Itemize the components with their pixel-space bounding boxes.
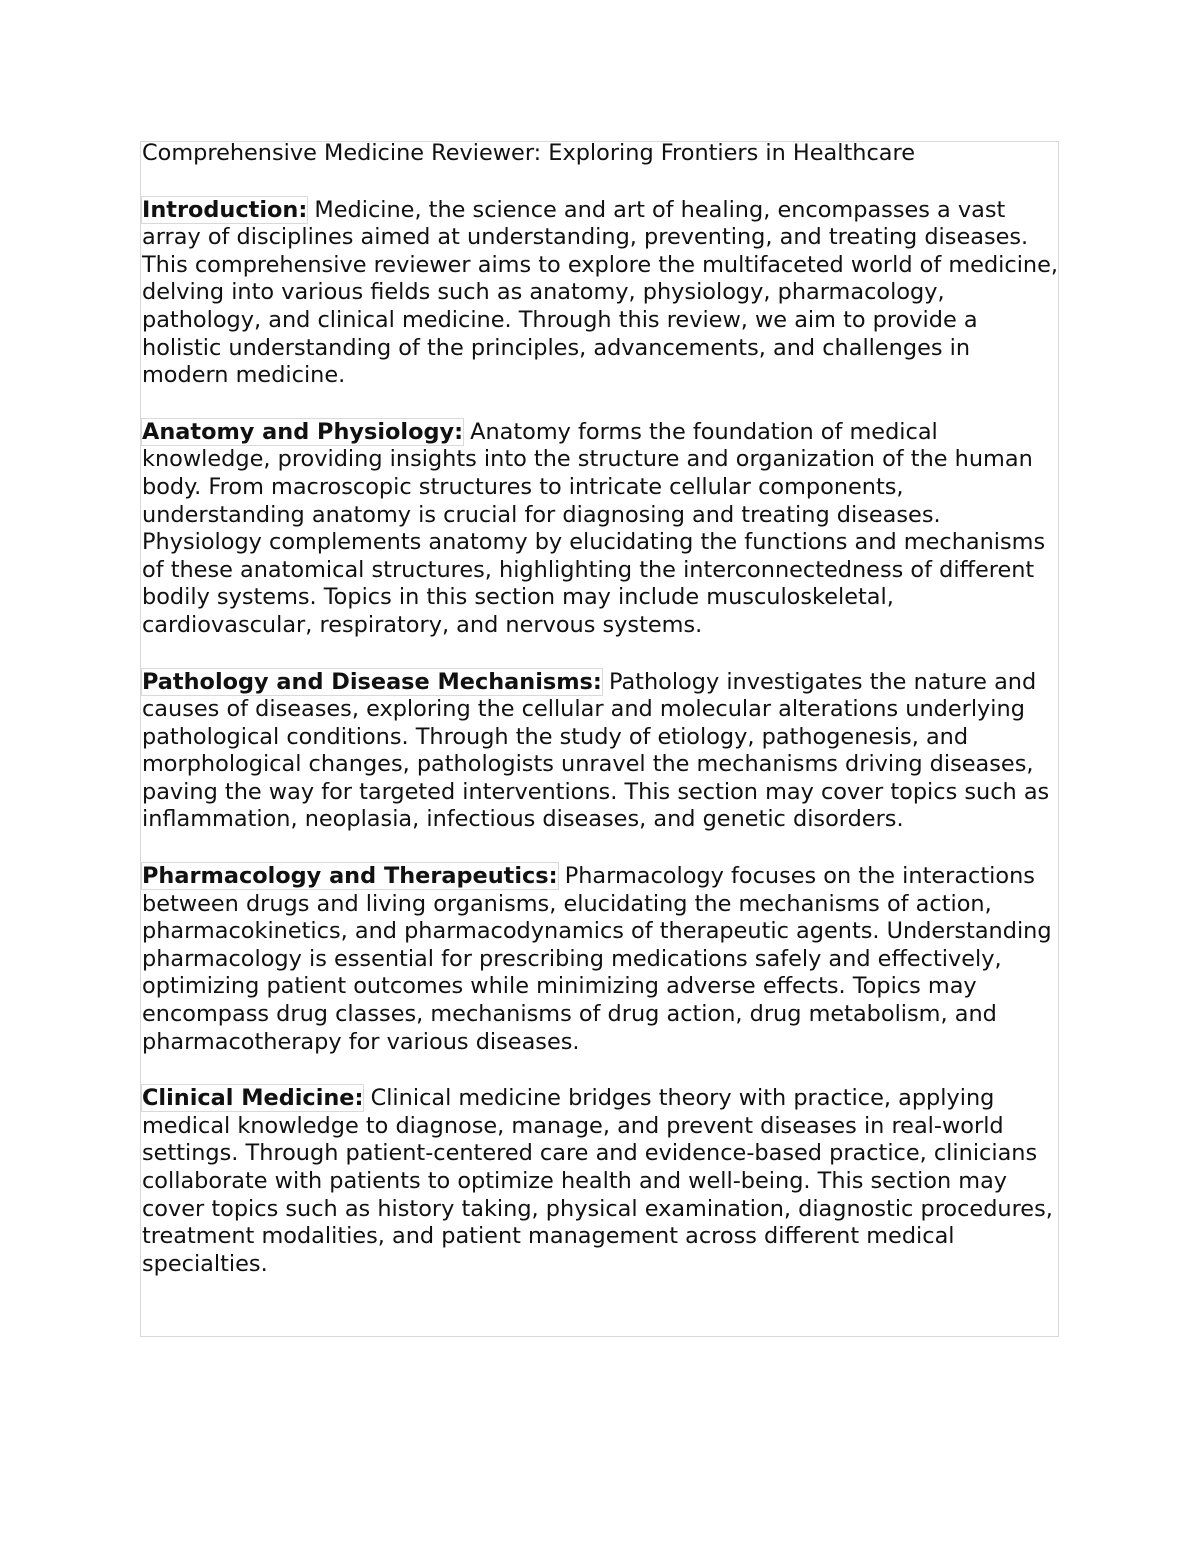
document-body: [142, 140, 1060, 1278]
section-clinical-medicine: [142, 1085, 1060, 1278]
section-anatomy-physiology: [142, 419, 1060, 640]
section-body: Pharmacology focuses on the interactions between drugs and living organisms, elucidating the mechanisms of action, pharmacokinetics, and pharmacodynamics of therapeutic agents. Understanding pharmacology is essential for prescribing medications safely and effectively, optimizing patient outcomes while minimizing adverse effects. Topics may encompass drug classes, mechanisms of drug action, drug metabolism, and pharmacotherapy for various diseases.: [142, 863, 1052, 1055]
section-heading: Pathology and Disease Mechanisms:: [142, 668, 602, 695]
section-heading: Pharmacology and Therapeutics:: [142, 863, 558, 890]
section-body: Clinical medicine bridges theory with practice, applying medical knowledge to diagnose, manage, and prevent diseases in real-world settings. Through patient-centered care and evidence-based practice, clinicians collaborate with patients to optimize health and well-being. This section may cover topics such as history taking, physical examination, diagnostic procedures, treatment modalities, and patient management across different medical specialties.: [142, 1085, 1053, 1277]
document-title: Comprehensive Medicine Reviewer: Exploring Frontiers in Healthcare: [142, 140, 915, 166]
section-heading: Introduction:: [142, 196, 308, 223]
section-pharmacology: [142, 863, 1060, 1056]
section-pathology: [142, 669, 1060, 835]
section-heading: Clinical Medicine:: [142, 1085, 364, 1112]
section-body: Pathology investigates the nature and causes of diseases, exploring the cellular and molecular alterations underlying pathological conditions. Through the study of etiology, pathogenesis, and morphological changes, pathologists unravel the mechanisms driving diseases, paving the way for targeted interventions. This section may cover topics such as inflammation, neoplasia, infectious diseases, and genetic disorders.: [142, 668, 1050, 833]
section-body: Medicine, the science and art of healing, encompasses a vast array of disciplines aimed at understanding, preventing, and treating diseases. This comprehensive reviewer aims to explore the multifaceted world of medicine, delving into various fields such as anatomy, physiology, pharmacology, pathology, and clinical medicine. Through this review, we aim to provide a holistic understanding of the principles, advancements, and challenges in modern medicine.: [142, 196, 1058, 389]
section-introduction: [142, 197, 1060, 390]
section-body: Anatomy forms the foundation of medical knowledge, providing insights into the structure and organization of the human body. From macroscopic structures to intricate cellular components, understanding anatomy is crucial for diagnosing and treating diseases. Physiology complements anatomy by elucidating the functions and mechanisms of these anatomical structures, highlighting the interconnectedness of different bodily systems. Topics in this section may include musculoskeletal, cardiovascular, respiratory, and nervous systems.: [142, 418, 1046, 638]
section-heading: Anatomy and Physiology:: [142, 418, 464, 445]
